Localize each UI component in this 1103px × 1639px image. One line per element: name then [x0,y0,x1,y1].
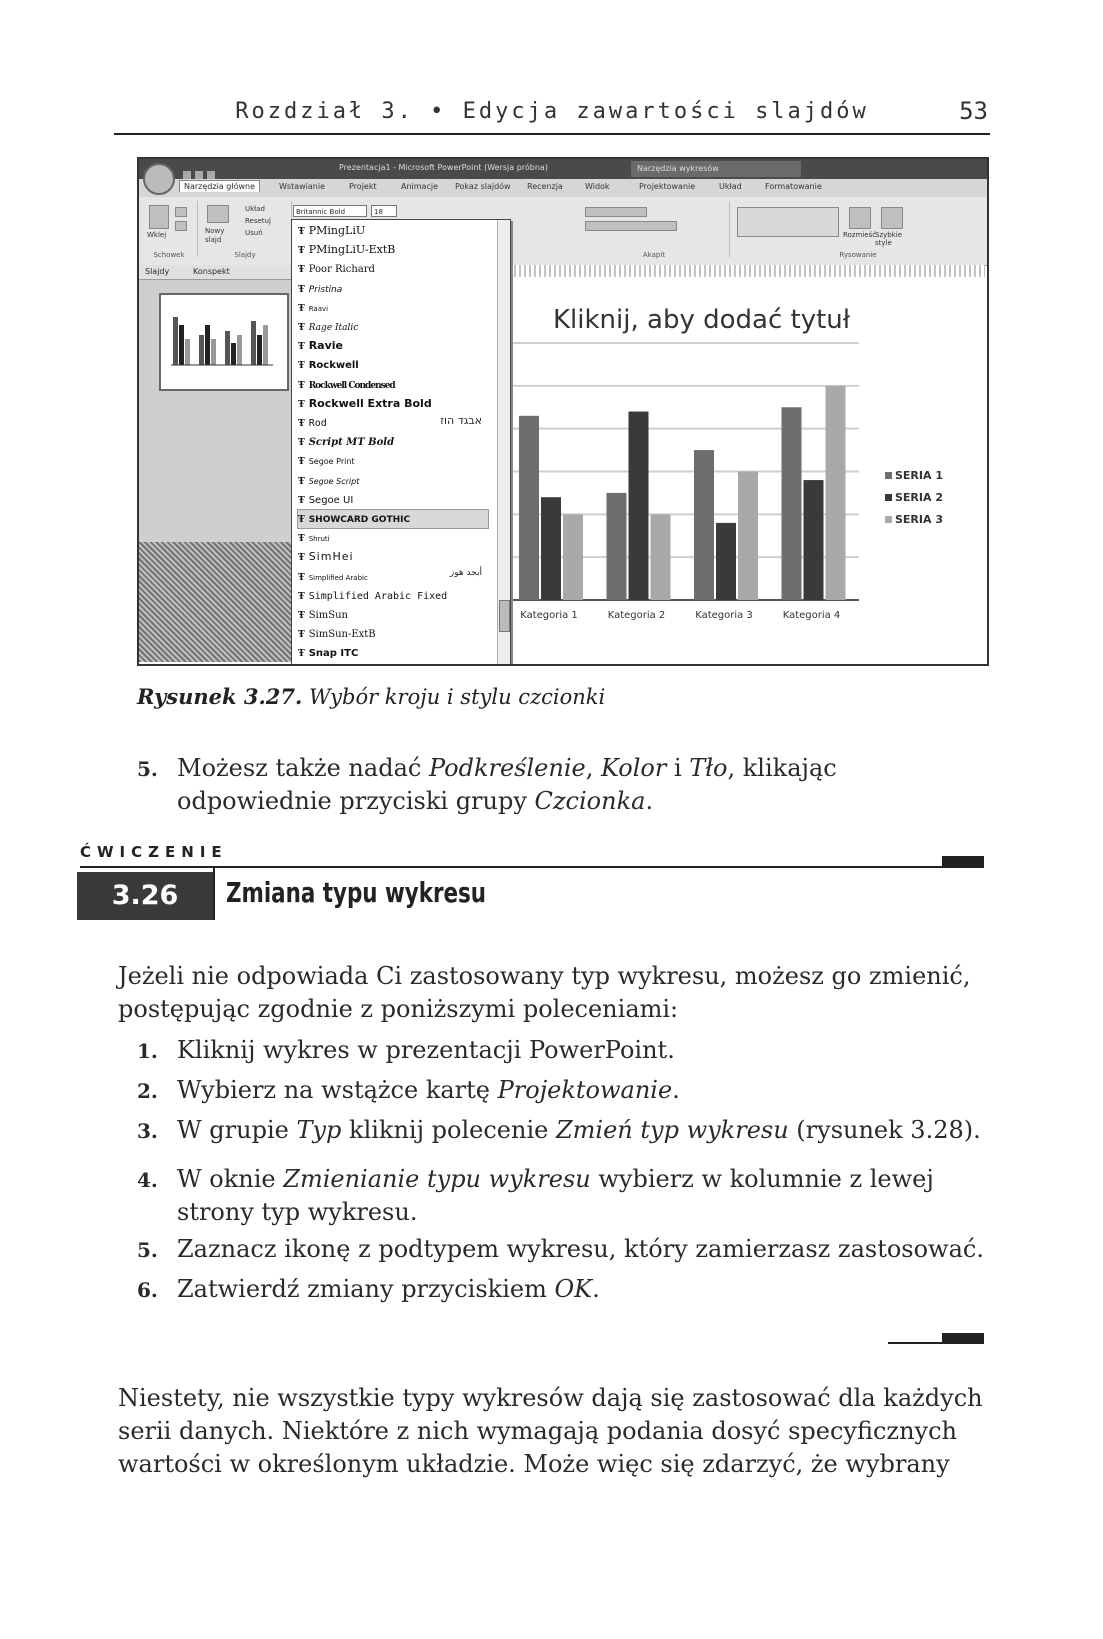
truetype-icon: Ŧ [298,515,305,525]
legend-swatch [885,516,892,523]
thumbnail-chart [161,295,287,389]
legend-swatch [885,494,892,501]
bullets-toolbar[interactable] [585,207,647,217]
quick-styles-button[interactable]: Szybkie style [875,231,903,247]
quick-styles-icon[interactable] [881,207,903,229]
truetype-icon: Ŧ [298,265,305,276]
font-name: Snap ITC [308,648,359,660]
legend-label: SERIA 3 [895,513,943,526]
truetype-icon: Ŧ [298,380,305,391]
caption-text: Wybór kroju i stylu czcionki [309,685,606,709]
truetype-icon: Ŧ [298,457,305,468]
font-name: Poor Richard [308,264,375,276]
office-button[interactable] [143,163,175,195]
font-size-combo[interactable]: 18 [371,205,397,217]
tab-6[interactable]: Widok [585,182,610,191]
font-name: SHOWCARD GOTHIC [308,515,411,525]
font-name: SimHei [308,550,354,564]
font-list-item[interactable] [298,491,353,509]
list-number: 6. [137,1278,158,1302]
new-slide-button[interactable]: Nowy slajd [205,227,225,244]
legend-label: SERIA 2 [895,491,943,504]
font-list-item[interactable] [298,395,432,413]
exercise-number: 3.26 [77,872,213,920]
font-list-item[interactable] [298,337,343,355]
font-list-item[interactable] [298,433,394,451]
font-name: Ravie [308,339,343,353]
font-name: SimSun [308,610,348,621]
font-list-item[interactable] [298,356,359,374]
list-text: Kliknij wykres w prezentacji PowerPoint. [177,1036,675,1064]
figure-caption [137,684,605,709]
list-text: Możesz także nadać Podkreślenie, Kolor i Tło, klikając odpowiednie przyciski grupy Czcionka. [177,754,837,815]
copy-icon[interactable] [175,221,187,231]
tab-outline[interactable]: Konspekt [193,267,230,276]
font-list-item[interactable] [298,606,348,624]
clipboard-group-label: Schowek [153,251,185,259]
tab-7[interactable]: Projektowanie [639,182,696,191]
font-list-item[interactable] [298,414,327,432]
font-list-item[interactable] [298,625,376,643]
list-text: Wybierz na wstążce kartę Projektowanie. [177,1076,680,1104]
truetype-icon: Ŧ [298,649,305,660]
exercise-end-line [888,1342,944,1344]
tab-slides[interactable]: Slajdy [145,267,170,276]
font-name: Shruti [308,535,330,544]
pane-tabs [139,265,291,280]
exercise-end-box [942,1333,984,1344]
tab-4[interactable]: Pokaz slajdów [455,182,511,191]
font-name: Rage Italic [308,323,359,333]
truetype-icon: Ŧ [298,476,305,487]
bar-1[interactable] [607,493,627,600]
closing-paragraph: Niestety, nie wszystkie typy wykresów dają się zastosować dla każdych serii danych. Niektóre z nich wymagają podania dosyć specyficznych wartości w określonym układzie. Może więc się zdarzyć, że wybrany [118,1384,983,1478]
slide-title-placeholder[interactable]: Kliknij, aby dodać tytuł [553,305,851,335]
arrange-icon[interactable] [849,207,871,229]
bar-3[interactable] [563,514,583,600]
window-title: Prezentacja1 - Microsoft PowerPoint (Wersja próbna) [339,163,548,172]
new-slide-icon[interactable] [207,205,229,223]
truetype-icon: Ŧ [298,303,305,314]
truetype-icon: Ŧ [298,630,305,641]
truetype-icon: Ŧ [298,591,305,602]
bar-1[interactable] [694,450,714,600]
quick-access-toolbar[interactable] [183,164,243,176]
font-list-item[interactable] [298,222,365,240]
list-number: 1. [137,1039,158,1063]
font-name: Rockwell Extra Bold [308,396,432,410]
tab-5[interactable]: Recenzja [527,182,563,191]
truetype-icon: Ŧ [298,419,305,429]
font-list-item[interactable] [298,548,354,566]
font-name-combo[interactable]: Britannic Bold [293,205,367,217]
font-sample: أبجد هوز [449,567,482,578]
truetype-icon: Ŧ [298,342,305,353]
x-tick-label: Kategoria 1 [520,610,578,621]
slides-group [199,201,292,257]
running-header [114,95,990,135]
font-list-item[interactable] [298,644,358,662]
font-list-item[interactable] [298,376,395,394]
font-name: Rockwell [308,360,359,372]
font-name: Simplified Arabic Fixed [308,590,448,602]
font-name: PMingLiU [308,224,366,237]
font-list-item[interactable] [298,529,330,547]
drawing-group [731,201,985,257]
powerpoint-screenshot [137,157,989,666]
font-list-item[interactable] [298,299,328,317]
bar-1[interactable] [519,416,539,600]
slides-group-label: Slajdy [234,251,256,259]
font-name: Script MT Bold [308,437,395,449]
slides-pane [139,265,292,662]
bar-2[interactable] [716,523,736,600]
font-name: Segoe Print [308,457,355,467]
truetype-icon: Ŧ [298,227,305,237]
font-list-item[interactable] [298,318,358,336]
ribbon [139,197,987,266]
list-number: 4. [137,1168,158,1192]
list-number: 2. [137,1079,158,1103]
intro-paragraph: Jeżeli nie odpowiada Ci zastosowany typ wykresu, możesz go zmienić, postępując zgodnie z poniższymi poleceniami: [118,962,971,1023]
arrange-button[interactable]: Rozmieść [843,231,877,239]
exercise-divider [213,868,215,920]
font-list-item[interactable] [298,472,359,490]
font-list-item[interactable] [298,587,447,605]
list-number: 5. [137,757,158,781]
font-list-item[interactable] [298,510,488,528]
exercise-rule [80,866,984,868]
tab-3[interactable]: Animacje [401,182,439,191]
font-list-item[interactable] [298,241,395,259]
page-number: 53 [959,97,988,125]
x-tick-label: Kategoria 3 [695,610,753,621]
delete-button[interactable]: Usuń [245,229,263,237]
bar-2[interactable] [541,497,561,600]
legend-label: SERIA 1 [895,469,943,482]
scroll-thumb[interactable] [499,600,510,632]
font-name: Simplified Arabic [308,573,368,582]
bar-3[interactable] [651,514,671,600]
paragraph-group-label: Akapit [642,251,666,259]
truetype-icon: Ŧ [298,399,305,410]
ribbon-tabbar [139,179,987,197]
chapter-title: Rozdział 3. • Edycja zawartości slajdów [235,99,869,124]
font-list-item[interactable] [298,568,368,586]
slide-canvas[interactable] [509,265,985,662]
font-name: Rockwell Condensed [308,380,395,391]
tab-0[interactable]: Narzędzia główne [179,180,260,192]
bar-2[interactable] [804,480,824,600]
list-text: Zaznacz ikonę z podtypem wykresu, który zamierzasz zastosować. [177,1235,984,1263]
paragraph-group [579,201,730,257]
context-tab-label: Narzędzia wykresów [631,161,801,177]
reset-button[interactable]: Resetuj [245,217,271,225]
shapes-gallery[interactable] [737,207,839,237]
list-text: W oknie Zmienianie typu wykresu wybierz w kolumnie z lewej strony typ wykresu. [177,1165,934,1226]
paste-icon[interactable] [149,205,169,229]
font-name: Pristina [308,284,343,295]
legend-swatch [885,472,892,479]
font-name: Raavi [308,304,329,313]
tab-9[interactable]: Formatowanie [765,182,822,191]
tab-8[interactable]: Układ [719,182,742,191]
truetype-icon: Ŧ [298,611,305,621]
x-tick-label: Kategoria 2 [607,610,666,621]
list-number: 3. [137,1119,158,1143]
font-dropdown[interactable] [291,219,511,666]
align-toolbar[interactable] [585,221,677,231]
truetype-icon: Ŧ [298,572,305,583]
dithered-background [139,542,291,662]
cut-icon[interactable] [175,207,187,217]
truetype-icon: Ŧ [298,323,305,333]
font-name: SimSun-ExtB [308,629,376,641]
exercise-rule-cap [942,856,984,868]
truetype-icon: Ŧ [298,553,305,564]
list-number: 5. [137,1238,158,1262]
exercise-label: ĆWICZENIE [80,843,228,861]
layout-button[interactable]: Układ [245,205,265,213]
bar-chart[interactable] [509,265,985,662]
tab-1[interactable]: Wstawianie [279,182,325,191]
drawing-group-label: Rysowanie [839,251,877,259]
font-list-item[interactable] [298,452,355,470]
truetype-icon: Ŧ [298,361,305,372]
truetype-icon: Ŧ [298,246,305,257]
font-name: PMingLiU-ExtB [308,243,396,257]
bar-3[interactable] [826,386,846,600]
font-list [292,220,496,665]
tab-2[interactable]: Projekt [349,182,377,191]
x-tick-label: Kategoria 4 [782,610,841,621]
bar-2[interactable] [629,412,649,600]
font-name: Segoe UI [308,494,354,506]
font-name: Segoe Script [308,476,360,486]
bar-1[interactable] [782,407,802,600]
font-list-item[interactable] [298,280,342,298]
paste-button[interactable]: Wklej [147,231,167,239]
truetype-icon: Ŧ [298,284,305,295]
font-list-scrollbar[interactable] [497,220,510,665]
bar-3[interactable] [738,472,758,601]
slide-thumbnail[interactable] [159,293,289,391]
truetype-icon: Ŧ [298,438,305,449]
font-name: Rod [308,418,327,429]
list-text: W grupie Typ kliknij polecenie Zmień typ wykresu (rysunek 3.28). [177,1116,981,1144]
caption-label: Rysunek 3.27. [137,684,303,709]
font-sample: אבגד הוז [440,414,482,427]
clipboard-group [141,201,198,257]
truetype-icon: Ŧ [298,495,305,506]
window-titlebar [139,159,987,179]
exercise-title: Zmiana typu wykresu [226,876,487,909]
font-list-item[interactable] [298,260,375,278]
list-text: Zatwierdź zmiany przyciskiem OK. [177,1275,600,1303]
truetype-icon: Ŧ [298,534,305,545]
